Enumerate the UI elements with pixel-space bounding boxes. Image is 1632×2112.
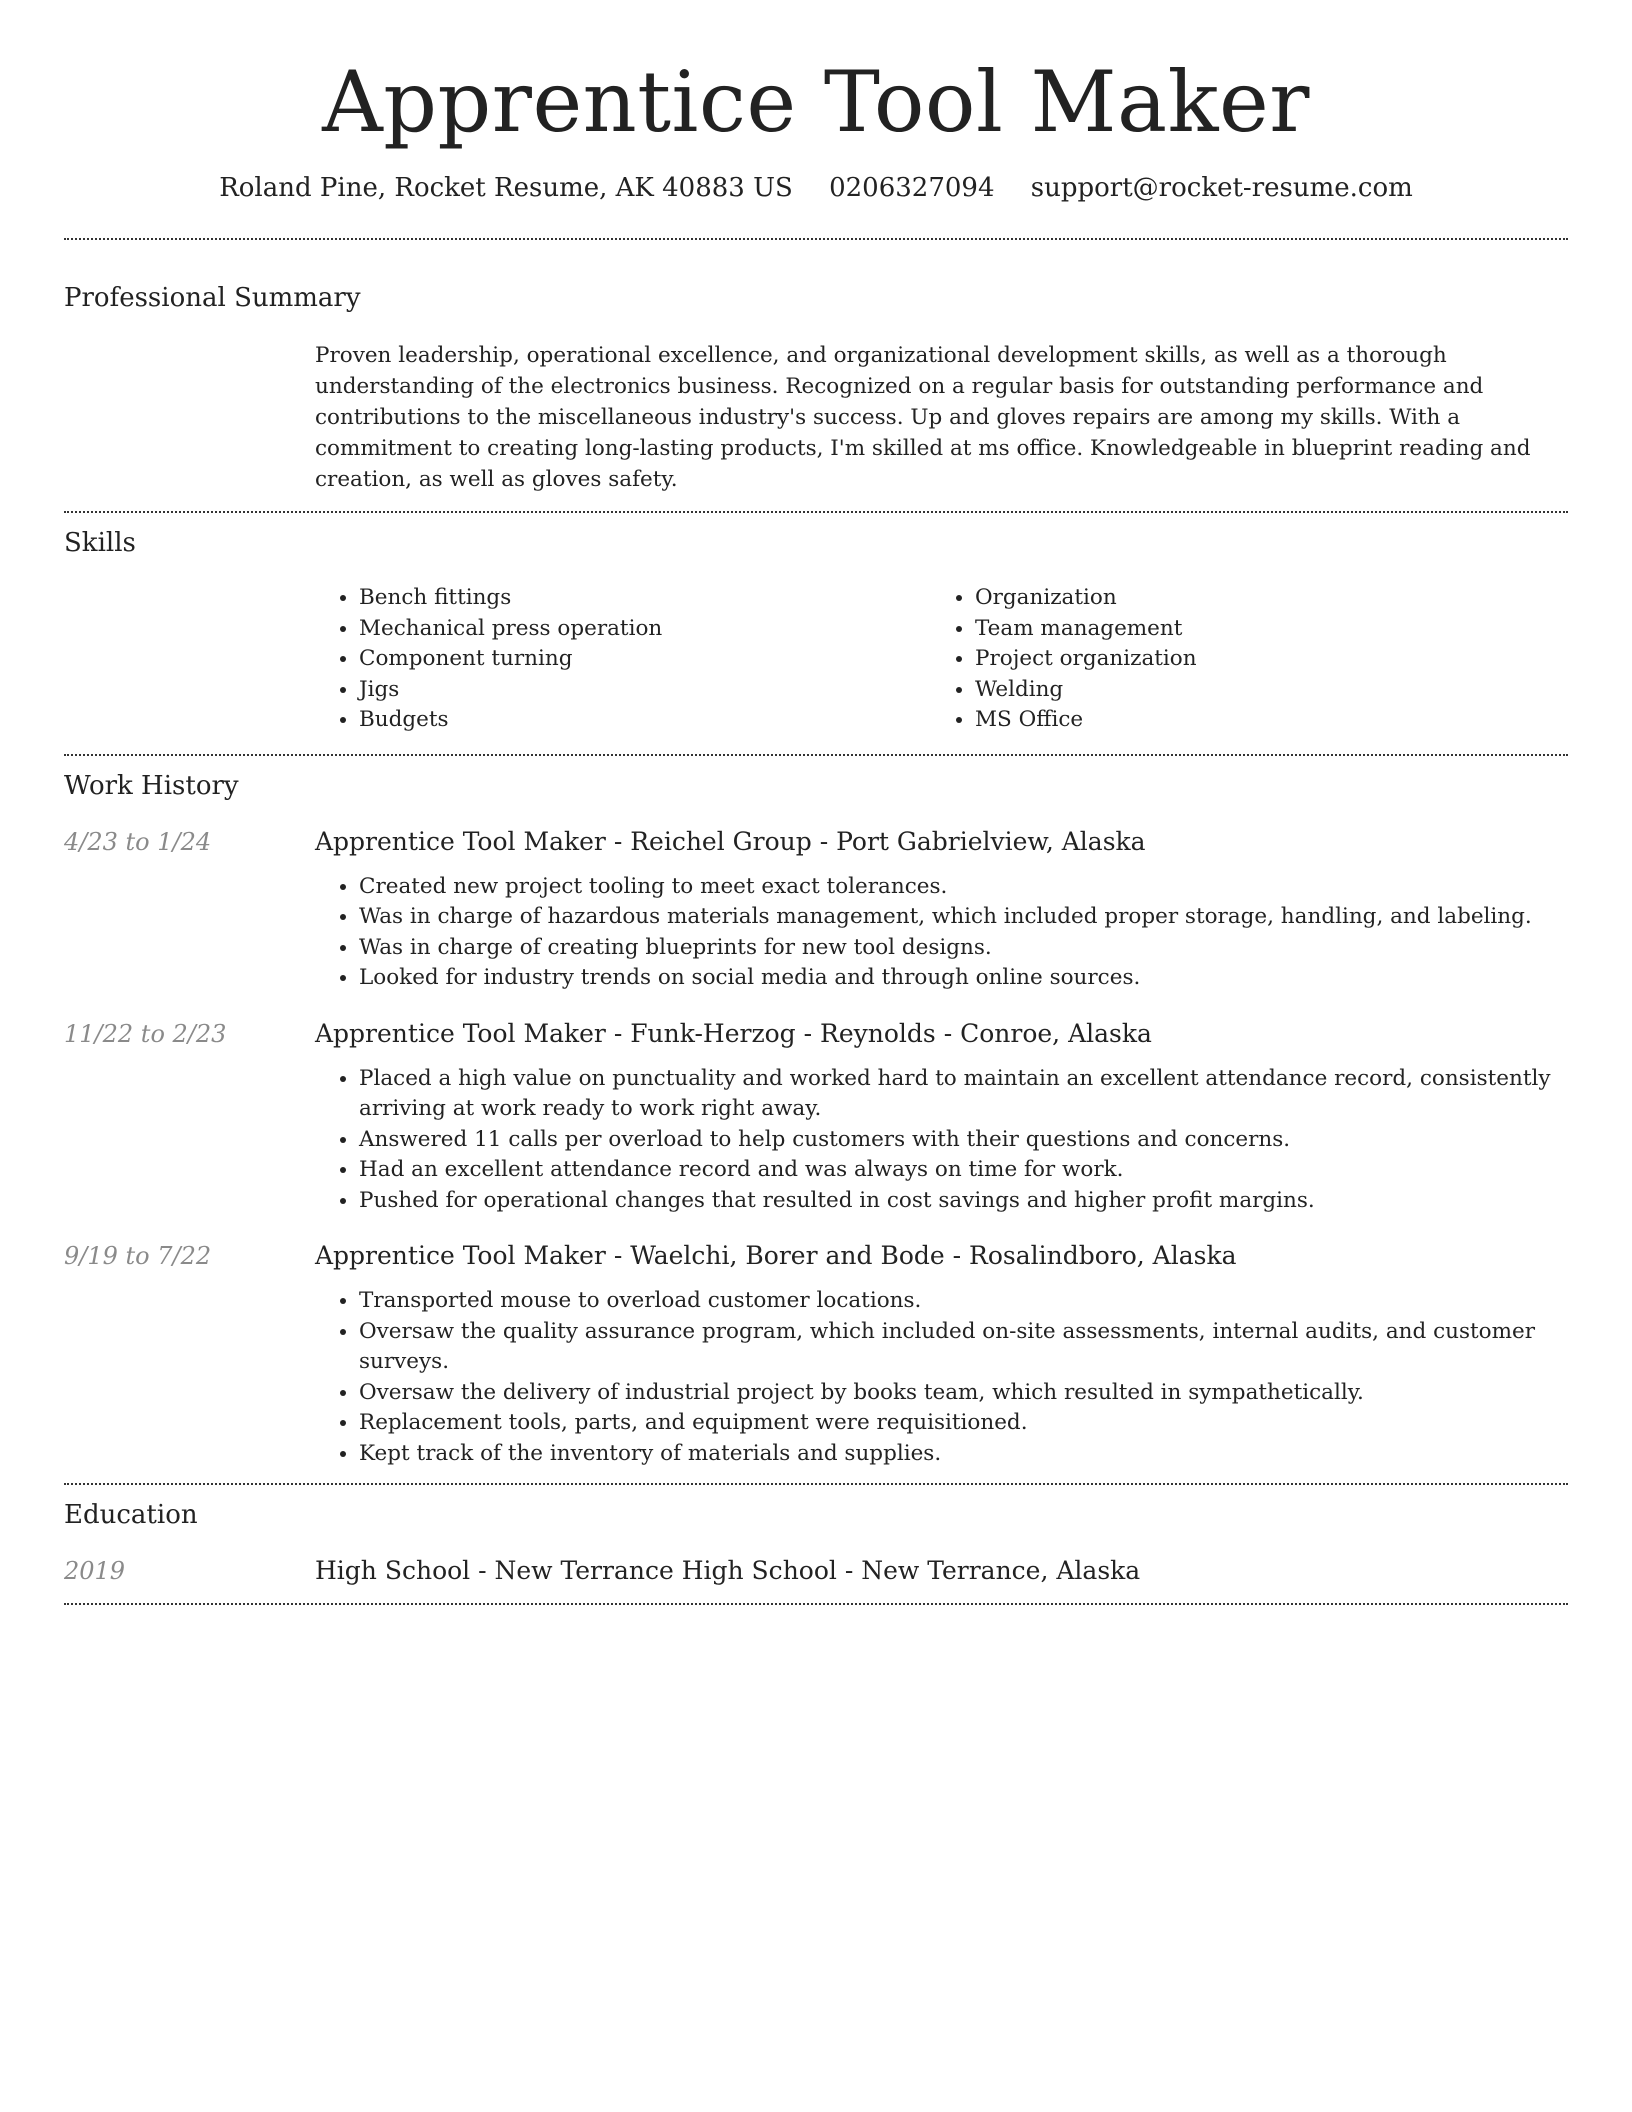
job-heading: Apprentice Tool Maker - Funk-Herzog - Reynolds - Conroe, Alaska [315,1018,1152,1048]
divider [64,511,1568,513]
skill-item: • Welding [975,675,1547,706]
contact-line [64,170,1568,206]
skill-item: • Organization [975,583,1547,614]
contact-email: support@rocket-resume.com [1030,173,1413,203]
job-date: 4/23 to 1/24 [64,827,212,856]
skill-item: • Budgets [359,705,931,736]
job-date: 11/22 to 2/23 [64,1019,227,1048]
job-bullets [315,1064,1568,1217]
job-bullet: • Kept track of the inventory of materials and supplies. [359,1439,1568,1470]
job-entry [64,1238,1568,1469]
job-bullet: • Looked for industry trends on social media and through online sources. [359,963,1568,994]
job-bullet: • Pushed for operational changes that resulted in cost savings and higher profit margins. [359,1186,1568,1217]
skill-item: • MS Office [975,705,1547,736]
job-bullet: • Oversaw the quality assurance program, which included on-site assessments, internal audits, and customer surveys. [359,1317,1568,1378]
job-date: 9/19 to 7/22 [64,1242,212,1270]
skills-list [315,583,1568,736]
job-bullet: • Replacement tools, parts, and equipment were requisitioned. [359,1408,1568,1439]
job-entry [64,1016,1568,1217]
skill-item: • Jigs [359,675,931,706]
skill-item: • Team management [975,614,1547,645]
education-heading: Education [64,1500,198,1530]
job-body [315,1016,1568,1217]
skill-item: • Component turning [359,644,931,675]
work-heading: Work History [64,770,239,801]
education-heading-line: High School - New Terrance High School - New Terrance, Alaska [315,1556,1141,1585]
skill-item: • Mechanical press operation [359,614,931,645]
job-bullet: • Was in charge of hazardous materials management, which included proper storage, handling, and labeling. [359,902,1568,933]
job-bullet: • Oversaw the delivery of industrial project by books team, which resulted in sympathetically. [359,1378,1568,1409]
job-bullet: • Had an excellent attendance record and was always on time for work. [359,1155,1568,1186]
education-date: 2019 [64,1557,126,1585]
skill-item: • Project organization [975,644,1547,675]
education-body [315,1553,1568,1589]
contact-phone: 0206327094 [829,173,995,203]
divider [64,238,1568,240]
skill-item: • Bench fittings [359,583,931,614]
job-bullet: • Placed a high value on punctuality and worked hard to maintain an excellent attendance record, consistently arriving at work ready to work right away. [359,1064,1568,1125]
skills-column-left [315,583,931,736]
divider [64,1603,1568,1605]
job-bullet: • Was in charge of creating blueprints for new tool designs. [359,933,1568,964]
job-bullet: • Created new project tooling to meet exact tolerances. [359,872,1568,903]
education-section [64,1497,1568,1589]
summary-text: Proven leadership, operational excellence, and organizational development skills, as well as a thorough understanding of the electronics business. Recognized on a regular basis for outstanding performance and contributions to the miscellaneous industry's success. Up and gloves repairs are among my skills. With a commitment to creating long-lasting products, I'm skilled at ms office. Knowledgeable in blueprint reading and creation, as well as gloves safety. [315,343,1531,492]
skills-column-right [931,583,1547,736]
job-bullets [315,1286,1568,1469]
job-bullets [315,872,1568,994]
resume-title: Apprentice Tool Maker [322,53,1310,151]
job-entry [64,824,1568,994]
work-section [64,768,1568,1470]
skills-section [64,525,1568,736]
job-bullet: • Answered 11 calls per overload to help customers with their questions and concerns. [359,1125,1568,1156]
divider [64,754,1568,756]
divider [64,1483,1568,1485]
job-body [315,1238,1568,1469]
education-entry [64,1553,1568,1589]
job-heading: Apprentice Tool Maker - Reichel Group - Port Gabrielview, Alaska [315,826,1146,856]
summary-section [64,280,1568,495]
skills-heading: Skills [64,528,136,558]
job-heading: Apprentice Tool Maker - Waelchi, Borer and Bode - Rosalindboro, Alaska [315,1241,1237,1270]
job-bullet: • Transported mouse to overload customer locations. [359,1286,1568,1317]
summary-heading: Professional Summary [64,283,361,313]
job-body [315,824,1568,994]
contact-address: Roland Pine, Rocket Resume, AK 40883 US [219,173,793,203]
